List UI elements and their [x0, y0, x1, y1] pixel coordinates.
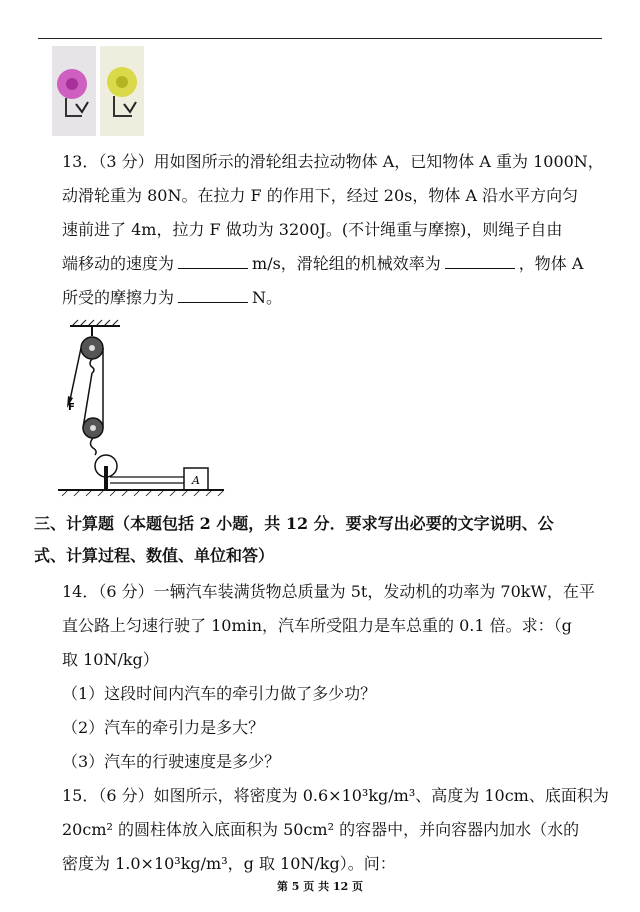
page-footer: 第 5 页 共 12 页 [276, 880, 364, 893]
pulley-system-diagram [52, 316, 232, 498]
q13-line-4-text-b: m/s，滑轮组的机械效率为 [252, 254, 441, 273]
q13-line-4 [62, 254, 607, 274]
q14-line-2: 直公路上匀速行驶了 10min，汽车所受阻力是车总重的 0.1 倍。求：（g [62, 616, 572, 635]
block-a-label: A [192, 474, 200, 487]
q13-line-4-text-c: ，物体 A [518, 254, 584, 273]
suction-hook-photos [52, 46, 144, 136]
answer-blank-speed [178, 254, 248, 269]
q13-line-3: 速前进了 4m，拉力 F 做功为 3200J。(不计绳重与摩擦)，则绳子自由 [62, 220, 563, 239]
force-f-label: F [68, 402, 75, 413]
q13-line-5 [62, 288, 607, 308]
q13-line-4-text-a: 端移动的速度为 [62, 254, 175, 273]
q15-line-3: 密度为 1.0×10³kg/m³，g 取 10N/kg）。问： [62, 854, 396, 873]
q13-line-1: 13．（3 分）用如图所示的滑轮组去拉动物体 A，已知物体 A 重为 1000N， [62, 152, 604, 171]
q14-line-1: 14．（6 分）一辆汽车装满货物总质量为 5t，发动机的功率为 70kW，在平 [62, 582, 595, 601]
section3-heading-line-1: 三、计算题（本题包括 2 小题，共 12 分．要求写出必要的文字说明、公 [34, 514, 554, 533]
q14-sub-1: （1）这段时间内汽车的牵引力做了多少功？ [62, 684, 377, 703]
q13-line-2: 动滑轮重为 80N。在拉力 F 的作用下，经过 20s，物体 A 沿水平方向匀 [62, 186, 579, 205]
q15-line-2: 20cm² 的圆柱体放入底面积为 50cm² 的容器中，并向容器内加水（水的 [62, 820, 580, 839]
top-rule [38, 38, 602, 39]
q14-line-3: 取 10N/kg） [62, 650, 159, 669]
q14-sub-3: （3）汽车的行驶速度是多少？ [62, 752, 281, 771]
answer-blank-friction [178, 288, 248, 303]
q14-sub-2: （2）汽车的牵引力是多大？ [62, 718, 265, 737]
answer-blank-efficiency [445, 254, 515, 269]
q15-line-1: 15．（6 分）如图所示，将密度为 0.6×10³kg/m³、高度为 10cm、底面积为 [62, 786, 609, 805]
q13-line-5-text-a: 所受的摩擦力为 [62, 288, 175, 307]
section3-heading-line-2: 式、计算过程、数值、单位和答） [34, 546, 275, 565]
q13-line-5-text-b: N。 [252, 288, 283, 307]
